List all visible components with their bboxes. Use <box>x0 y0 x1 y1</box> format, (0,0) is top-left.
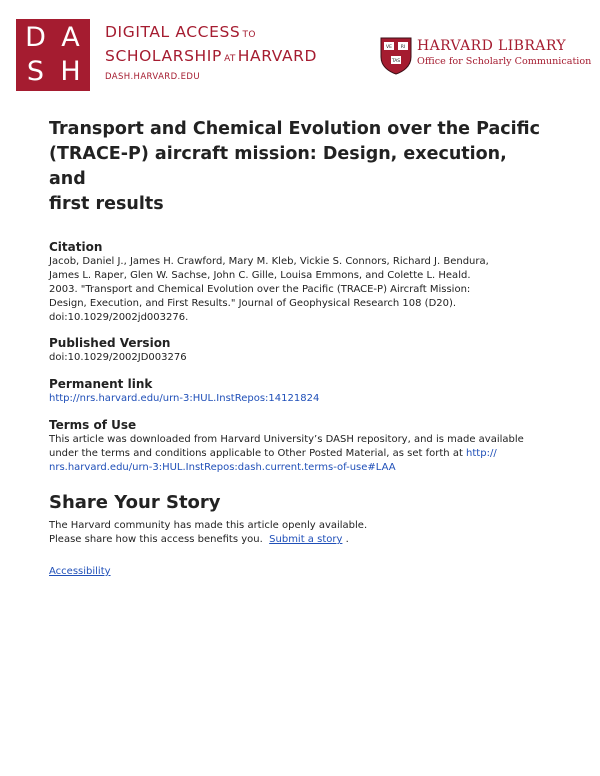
dash-wordmark-line2: SCHOLARSHIP AT HARVARD <box>105 47 318 65</box>
terms-link[interactable]: http:// <box>466 448 497 459</box>
permanent-link-heading: Permanent link <box>49 377 153 391</box>
dash-logo[interactable] <box>16 19 90 91</box>
terms-link[interactable]: nrs.harvard.edu/urn-3:HUL.InstRepos:dash.current.terms-of-use#LAA <box>49 462 396 473</box>
published-version-value: doi:10.1029/2002JD003276 <box>49 352 187 363</box>
harvard-library-title: HARVARD LIBRARY <box>417 38 566 54</box>
permanent-link[interactable]: http://nrs.harvard.edu/urn-3:HUL.InstRepos:14121824 <box>49 393 320 404</box>
accessibility-link[interactable]: Accessibility <box>49 566 111 577</box>
citation-text: Jacob, Daniel J., James H. Crawford, Mary M. Kleb, Vickie S. Connors, Richard J. Bendura, James L. Raper, Glen W. Sachse, John C. Gille, Louisa Emmons, and Colette L. Heald. 2003. "Transport and Chemical Evolution over the Pacific (TRACE-P) Aircraft Mission: Design, Execution, and First Results." Journal of Geophysical Research 108 (D20). doi:10.1029/2002jd003276. <box>49 256 489 323</box>
shield-book-text: VE <box>386 45 392 50</box>
terms-text: This article was downloaded from Harvard University’s DASH repository, and is made available under the terms and conditions applicable to Other Posted Material, as set forth at http:// nrs.harvard.edu/urn-3:HUL.InstRepos:dash.current.terms-of-use#LAA <box>49 434 524 473</box>
harvard-library-subtitle: Office for Scholarly Communication <box>417 56 592 67</box>
shield-book-text: RI <box>400 45 406 50</box>
dash-wordmark-line1: DIGITAL ACCESS TO <box>105 23 256 41</box>
dash-wordmark[interactable] <box>105 22 317 82</box>
dash-url[interactable]: DASH.HARVARD.EDU <box>105 72 200 82</box>
dash-logo-letter: A <box>61 22 80 53</box>
dash-logo-letter: D <box>25 22 46 53</box>
shield-book-text: TAS <box>391 59 401 64</box>
article-title: Transport and Chemical Evolution over the Pacific (TRACE-P) aircraft mission: Design, execution, and first results <box>49 119 540 214</box>
submit-story-link[interactable]: Submit a story <box>269 534 343 545</box>
citation-heading: Citation <box>49 240 103 254</box>
page-header <box>0 0 600 100</box>
dash-logo-letter: S <box>26 56 45 87</box>
terms-heading: Terms of Use <box>49 418 137 432</box>
share-heading: Share Your Story <box>49 492 221 513</box>
share-text: The Harvard community has made this article openly available. Please share how this access benefits you. Submit a story . <box>49 520 368 545</box>
published-version-heading: Published Version <box>49 336 171 350</box>
document-body <box>49 117 549 579</box>
harvard-shield-icon <box>380 37 412 75</box>
harvard-library-wordmark[interactable] <box>417 38 591 68</box>
dash-logo-letter: H <box>60 56 81 87</box>
